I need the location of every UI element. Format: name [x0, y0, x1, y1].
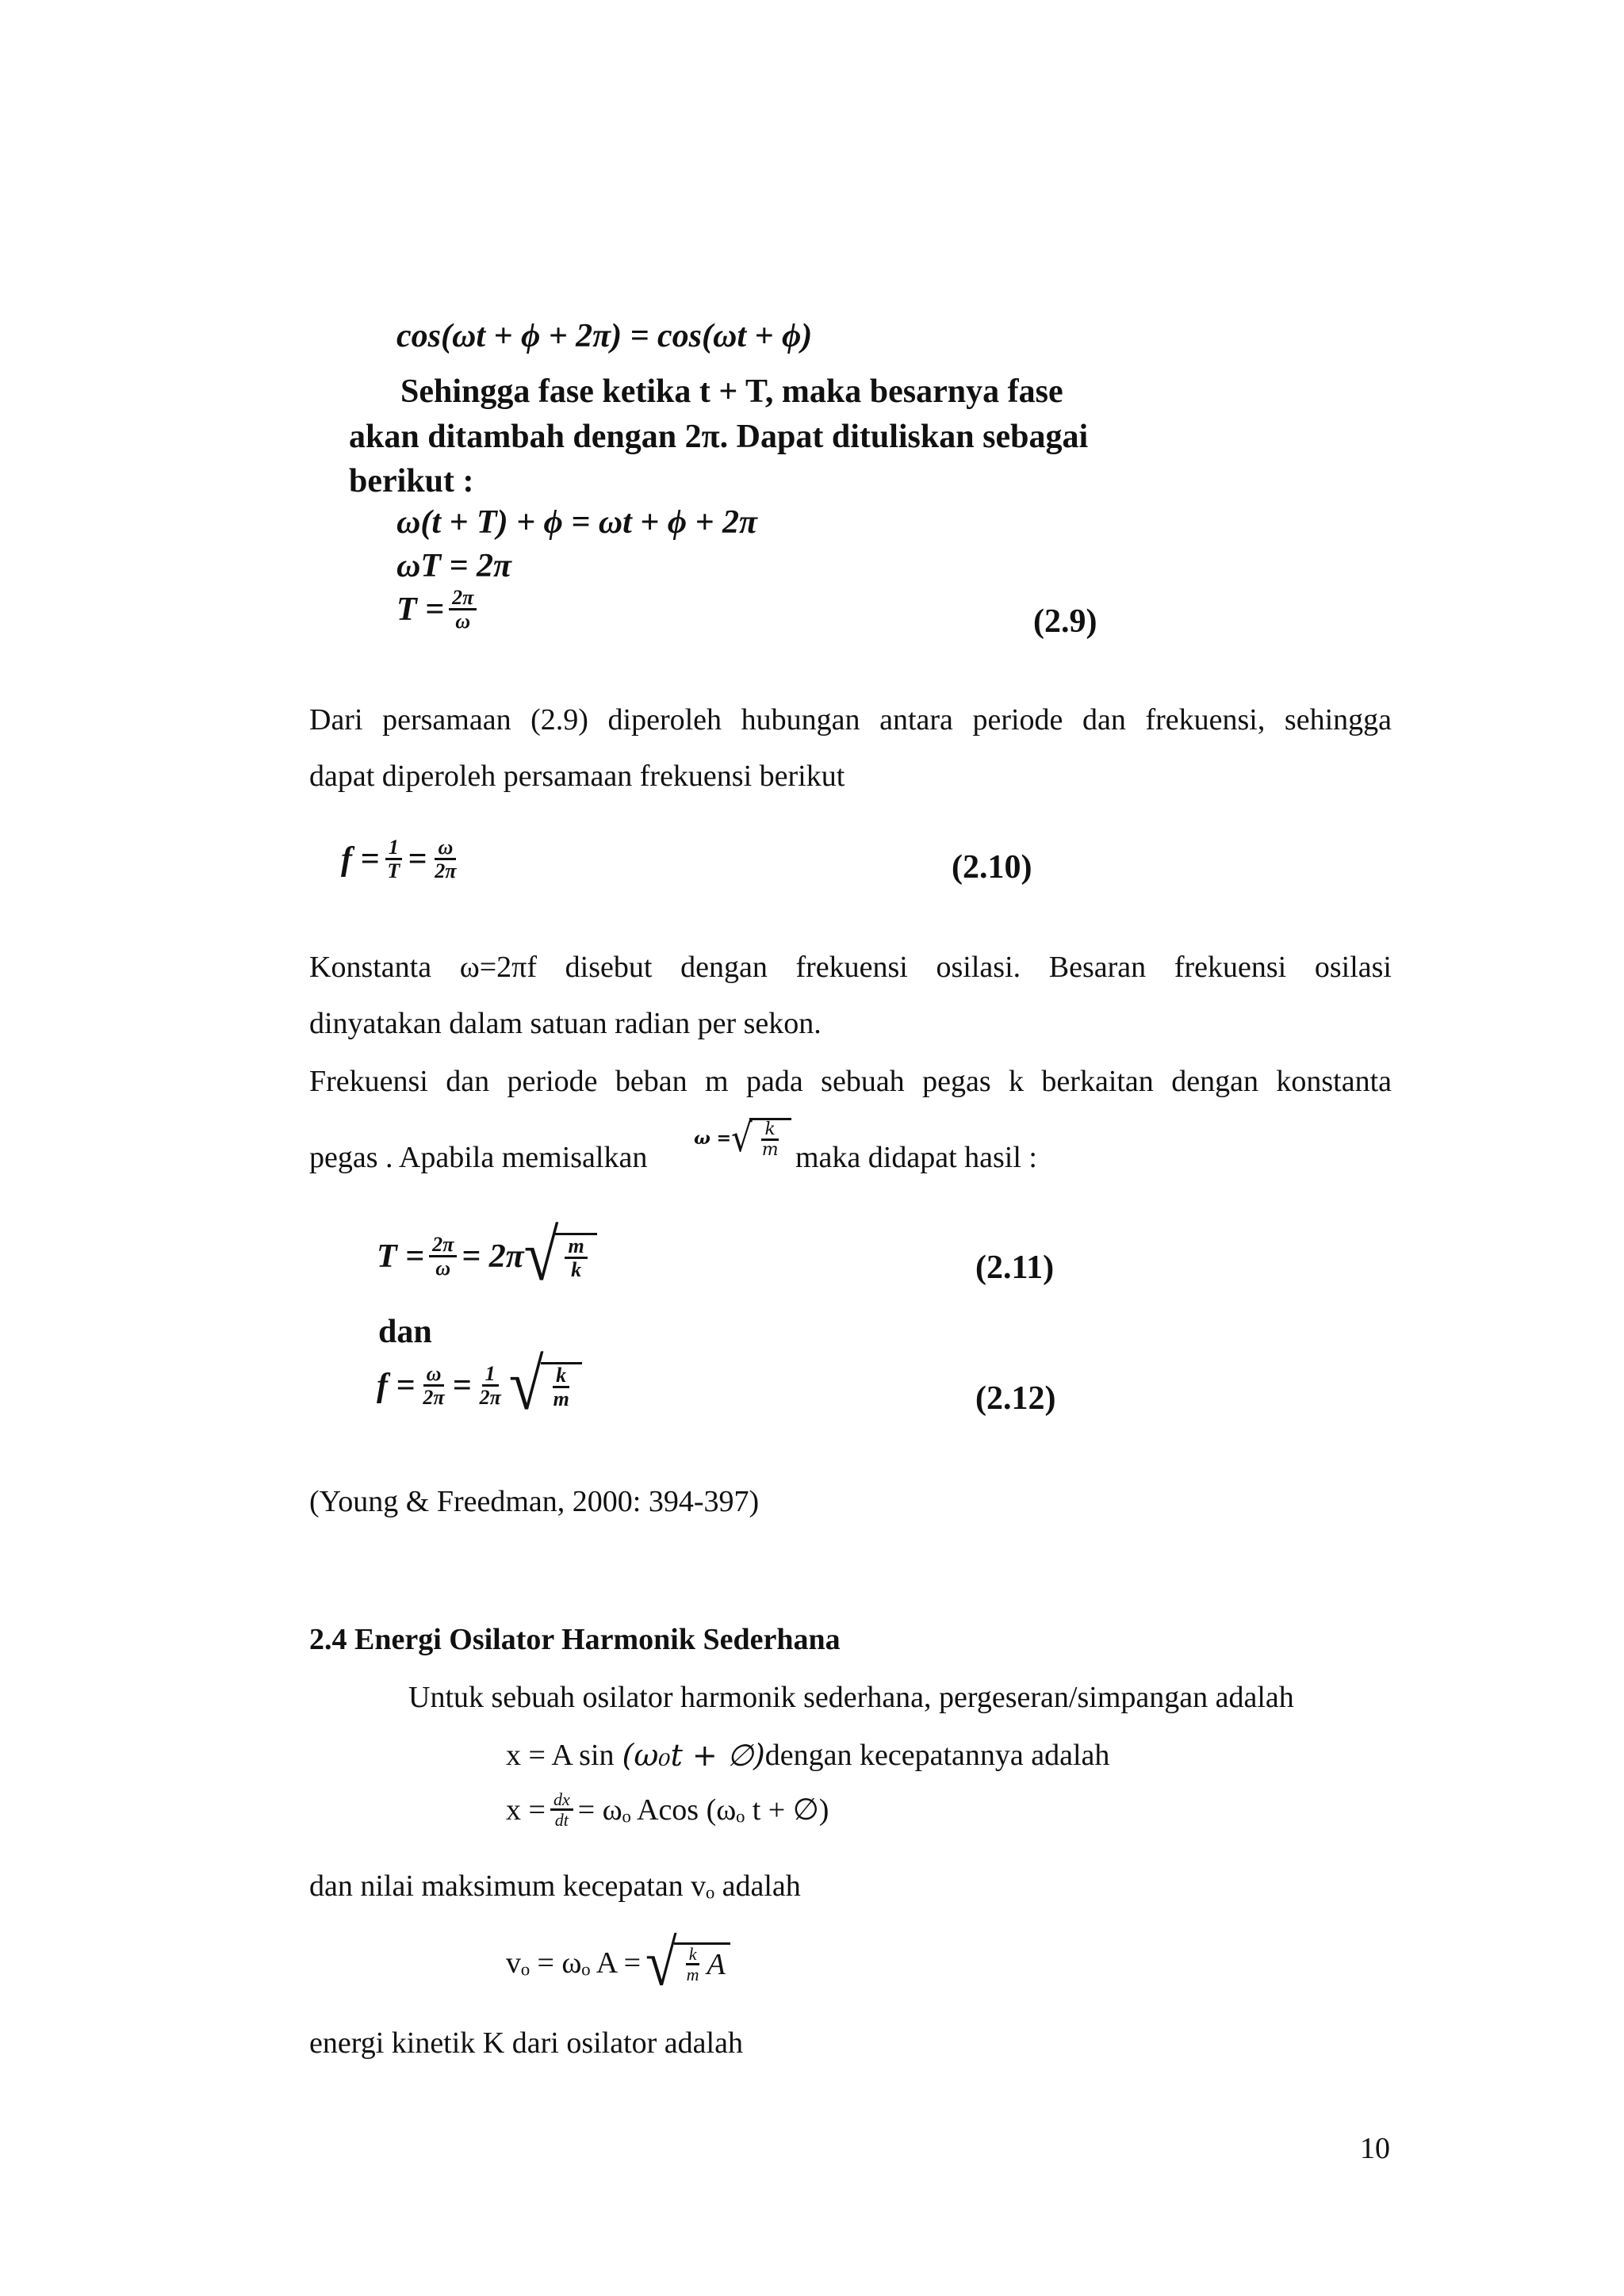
eq-rhs: = ωₒ Acos (ωₒ t + ∅): [577, 1793, 829, 1827]
equals-sign: =: [408, 840, 427, 878]
paragraph-line: dan nilai maksimum kecepatan vₒ adalah: [309, 1869, 801, 1903]
equation-max-velocity: [506, 1926, 730, 1999]
equation-phase-shift: ω(t + T) + ϕ = ωt + ϕ + 2π: [396, 504, 757, 541]
text-line: Sehingga fase ketika t + T, maka besarnya fase: [400, 373, 1063, 410]
text-line: berikut :: [349, 463, 474, 499]
equation-velocity: [506, 1790, 829, 1829]
denominator: ω: [455, 610, 471, 633]
equation-label: (2.11): [975, 1249, 1055, 1286]
equation-2-10: [341, 836, 464, 882]
numerator: ω: [423, 1363, 445, 1387]
paragraph-line: Konstanta ω=2πf disebut dengan frekuensi osilasi. Besaran frekuensi osilasi: [309, 951, 1392, 984]
text-line: akan ditambah dengan 2π. Dapat dituliskan sebagai: [349, 419, 1089, 455]
paragraph-line: Dari persamaan (2.9) diperoleh hubungan antara periode dan frekuensi, sehingga: [309, 703, 1392, 737]
denominator: 2π: [479, 1386, 501, 1410]
radical-sign: √: [645, 1926, 677, 1999]
fraction: [477, 1363, 504, 1409]
denominator: m: [553, 1387, 569, 1410]
fraction: [429, 1234, 457, 1280]
equation-2-11: [377, 1215, 597, 1296]
fraction: [759, 1120, 782, 1159]
fraction: [550, 1790, 573, 1829]
denominator: dt: [554, 1810, 569, 1831]
eq-lhs: ω =: [694, 1128, 732, 1150]
numerator: 2π: [449, 587, 477, 610]
square-root: [523, 1215, 597, 1296]
denominator: 2π: [423, 1386, 445, 1410]
equation-displacement: [506, 1737, 1109, 1774]
fraction: [565, 1235, 587, 1281]
paragraph-line: dapat diperoleh persamaan frekuensi berikut: [309, 760, 845, 793]
section-heading: 2.4 Energi Osilator Harmonik Sederhana: [309, 1623, 841, 1656]
fraction: [431, 836, 459, 882]
radicand: [541, 1362, 582, 1410]
paragraph-line: pegas . Apabila memisalkan: [309, 1141, 648, 1174]
radicand: [555, 1233, 596, 1281]
eq-text: x = A sin: [506, 1739, 615, 1772]
eq-lhs: vₒ = ωₒ A =: [506, 1946, 642, 1980]
eq-middle: = 2π: [462, 1238, 524, 1275]
numerator: 1: [482, 1363, 499, 1387]
equation-2-9: [396, 587, 481, 633]
radicand: [749, 1118, 791, 1159]
equation-label: (2.9): [1033, 603, 1097, 640]
numerator: 2π: [429, 1234, 457, 1257]
denominator: 2π: [435, 859, 457, 883]
fraction: [449, 587, 477, 633]
radical-sign: √: [508, 1345, 544, 1425]
eq-lhs: f =: [377, 1367, 416, 1404]
citation: (Young & Freedman, 2000: 394-397): [309, 1485, 760, 1518]
eq-lhs: f =: [341, 840, 380, 878]
eq-text: dengan kecepatannya adalah: [764, 1739, 1110, 1772]
numerator: ω: [435, 836, 456, 860]
connector-word: dan: [378, 1314, 432, 1350]
denominator: ω: [435, 1257, 451, 1280]
equation-label: (2.10): [952, 849, 1032, 886]
equation-omega-t: ωT = 2π: [396, 548, 511, 584]
denominator: k: [571, 1257, 582, 1281]
paragraph-line: maka didapat hasil :: [795, 1141, 1037, 1174]
fraction: [384, 836, 403, 882]
numerator: dx: [550, 1790, 573, 1811]
numerator: k: [553, 1364, 569, 1388]
fraction: [419, 1363, 447, 1409]
square-root: [645, 1926, 730, 1999]
paragraph-line: Untuk sebuah osilator harmonik sederhana, pergeseran/simpangan adalah: [408, 1681, 1294, 1714]
numerator: k: [686, 1945, 700, 1965]
equals-sign: =: [452, 1367, 472, 1404]
inline-omega-definition: [694, 1115, 791, 1161]
fraction: [684, 1945, 703, 1984]
paragraph-line: dinyatakan dalam satuan radian per sekon.: [309, 1007, 822, 1040]
eq-lhs: x =: [506, 1793, 546, 1827]
paragraph-line: energi kinetik K dari osilator adalah: [309, 2026, 743, 2060]
eq-lhs: T =: [377, 1238, 425, 1275]
numerator: m: [565, 1235, 587, 1259]
equation-cos-periodicity: cos(ωt + ϕ + 2π) = cos(ωt + ϕ): [396, 318, 813, 354]
square-root: [508, 1345, 582, 1425]
eq-tail: A: [707, 1947, 726, 1981]
paragraph-line: Frekuensi dan periode beban m pada sebuah pegas k berkaitan dengan konstanta: [309, 1065, 1392, 1098]
denominator: m: [761, 1140, 779, 1161]
equation-label: (2.12): [975, 1380, 1056, 1417]
denominator: m: [686, 1965, 699, 1985]
eq-math: (ω₀t + ∅): [622, 1738, 765, 1773]
numerator: 1: [385, 836, 402, 860]
radicand: [674, 1942, 730, 1984]
square-root: [731, 1115, 791, 1161]
denominator: T: [387, 859, 400, 883]
fraction: [550, 1364, 573, 1410]
page-number: 10: [1360, 2132, 1390, 2165]
radical-sign: √: [523, 1215, 559, 1296]
numerator: k: [761, 1120, 778, 1141]
equation-2-12: [377, 1345, 582, 1425]
eq-lhs: T =: [396, 591, 445, 628]
radical-sign: √: [731, 1115, 753, 1161]
